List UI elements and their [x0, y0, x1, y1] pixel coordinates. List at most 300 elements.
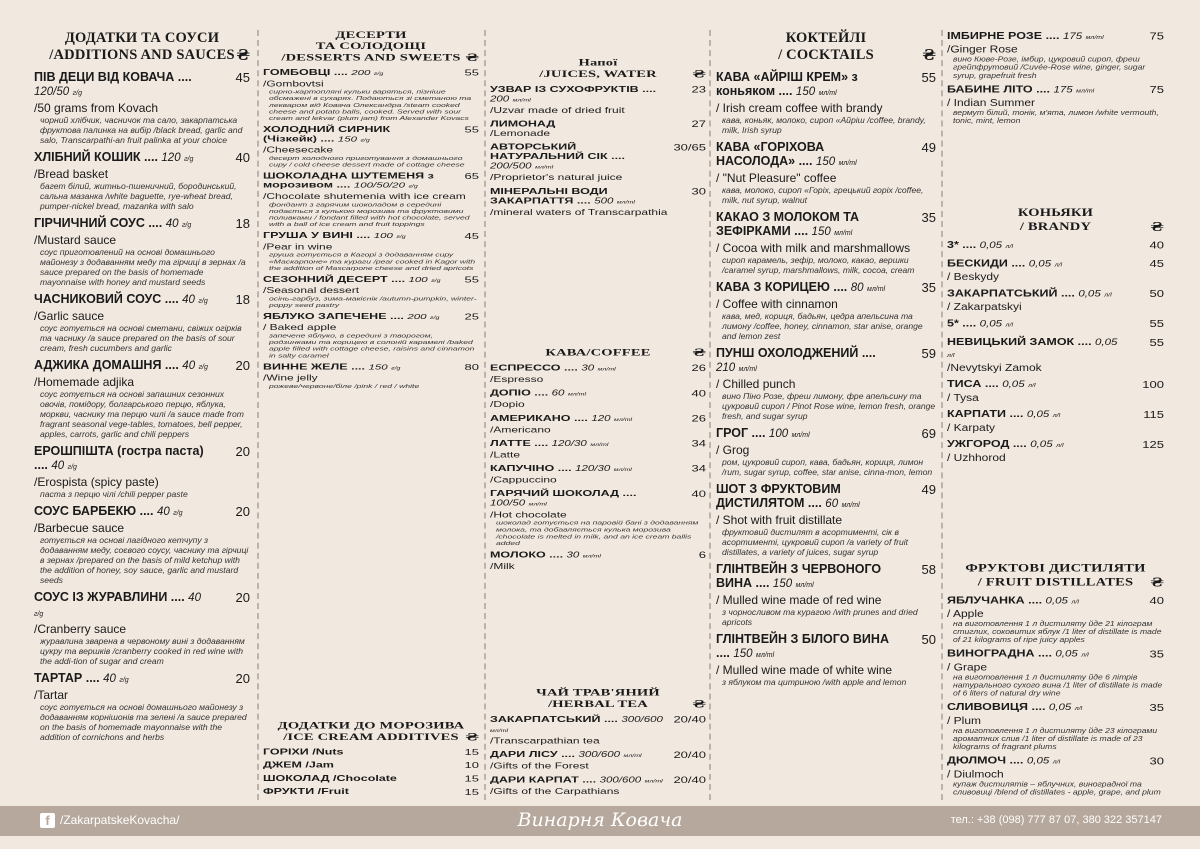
item-price: 35 — [921, 280, 936, 295]
item-english-name: /Proprietor's natural juice — [490, 172, 623, 183]
item-name-text: 3* — [947, 238, 959, 251]
section-title-line: ДОДАТКИ ТА СОУСИ — [64, 30, 220, 46]
item-unit: л/l — [947, 353, 955, 359]
item-name-text: ТИСА — [947, 378, 982, 390]
item-price: 30 — [1149, 754, 1164, 767]
item-unit: г/g — [181, 222, 192, 229]
item-name-text: ШОКОЛАД /Chocolate — [263, 773, 397, 783]
menu-section — [490, 347, 706, 571]
item-english-name: /Chocolate shutemenia with ice cream — [263, 191, 466, 201]
item-price: 69 — [921, 426, 936, 441]
item-english-name: /Gombovtsi — [263, 79, 324, 89]
item-name-text: УЖГОРОД — [947, 438, 1010, 450]
item-name-text: ГАРЯЧИЙ ШОКОЛАД — [490, 488, 620, 499]
item-name: ДАРИ ЛІСУ .... 300/600 мл/ml — [490, 749, 642, 760]
item-unit: л/l — [1054, 262, 1063, 269]
item-name: БЕСКИДИ .... 0,05 л/l — [947, 257, 1063, 269]
hryvnia-icon: ₴ — [692, 346, 706, 359]
item-name-text: ХОЛОДНИЙ СИРНИК (Чізкейк) — [263, 124, 391, 144]
item-english-name: / Apple — [947, 608, 984, 620]
item-unit: мл/ml — [613, 467, 632, 473]
hryvnia-icon: ₴ — [692, 698, 706, 711]
item-unit: мл/ml — [867, 286, 886, 293]
item-name: КАВА «АЙРІШ КРЕМ» з коньяком .... 150 мл/ml — [716, 70, 858, 98]
item-quantity: 150 — [368, 363, 388, 372]
item-quantity: 150 — [772, 578, 793, 590]
menu-section — [947, 30, 1164, 125]
menu-item — [490, 775, 706, 796]
item-name-text: ІМБИРНЕ РОЗЕ — [947, 30, 1043, 42]
hryvnia-icon: ₴ — [236, 46, 250, 64]
item-name: ЛАТТЕ .... 120/30 мл/ml — [490, 438, 609, 448]
item-name-text: МІНЕРАЛЬНІ ВОДИ ЗАКАРПАТТЯ — [490, 186, 608, 206]
item-quantity: 100/50 — [490, 499, 526, 508]
item-price: 55 — [464, 124, 479, 135]
item-quantity: 0,05 — [1030, 439, 1053, 450]
item-description: фондант з гарячим шоколадом в середині подається з кулькою морозива та фруктовими поливками / fondant filled with hot chocolate, served with a ball of ice cream and fruit toppings — [269, 200, 470, 228]
item-name: СЕЗОННИЙ ДЕСЕРТ .... 100 г/g — [263, 274, 441, 284]
item-quantity: 200 — [407, 312, 427, 321]
item-english-name: / Coffee with cinnamon — [716, 297, 838, 311]
column-divider — [484, 30, 486, 800]
item-description: ром, цукровий сироп, кава, бадьян, кориця, лимон /rum, sugar syrup, coffee, star anise, cinna-mon, lemon — [722, 457, 933, 477]
item-price: 27 — [691, 119, 706, 130]
item-name: ШОТ З ФРУКТОВИМ ДИСТИЛЯТОМ .... 60 мл/ml — [716, 482, 860, 510]
item-name: МІНЕРАЛЬНІ ВОДИ ЗАКАРПАТТЯ .... 500 мл/ml — [490, 186, 635, 206]
item-unit: мл/ml — [838, 160, 857, 167]
item-price: 40 — [235, 150, 250, 165]
menu-item — [947, 258, 1164, 283]
item-description: рожеве/червоне/біле /pink / red / white — [269, 382, 420, 390]
item-price: 35 — [1149, 647, 1164, 660]
item-description: журавлина зварена в червоному вині з додаванням цукру та вершків /cranberry cooked in red wine with the addi-tion of sugar and cream — [40, 636, 245, 666]
item-quantity: 120 — [591, 414, 611, 423]
item-name-text: ДЮЛМОЧ — [947, 754, 1007, 767]
item-description: кава, мед, кориця, бадьян, цедра апельсина та лимону /coffee, honey, cinnamon, star anise, orange and lemon zest — [722, 311, 923, 341]
item-name-text: ГОРІХИ /Nuts — [263, 747, 344, 757]
item-english-name: / Karpaty — [947, 421, 996, 434]
menu-column-4 — [716, 30, 936, 692]
footer-bar — [0, 806, 1200, 836]
item-price: 40 — [1149, 238, 1164, 252]
item-unit: л/l — [1005, 243, 1013, 250]
item-name: ГАРЯЧИЙ ШОКОЛАД .... 100/50 мл/ml — [490, 488, 637, 508]
menu-item — [490, 438, 706, 459]
item-english-name: /Hot chocolate — [490, 509, 567, 520]
item-english-name: /mineral waters of Transcarpathia — [490, 207, 668, 217]
item-price: 125 — [1142, 438, 1164, 451]
item-english-name: / Mulled wine made of white wine — [716, 663, 893, 677]
item-name: АМЕРИКАНО .... 120 мл/ml — [490, 413, 633, 423]
menu-item — [490, 84, 706, 115]
item-name: 5* .... 0,05 л/l — [947, 317, 1013, 329]
item-description: вино Кюве-Розе, імбир, цукровий сироп, фреш грейпфрутовий /Cuvée-Rose wine, ginger, sugar syrup, grapefruit fresh — [953, 55, 1146, 80]
column-divider — [709, 30, 711, 800]
item-unit: мл/ml — [528, 502, 547, 508]
item-quantity: 150 — [733, 648, 753, 660]
item-unit: г/g — [119, 677, 129, 684]
item-name-text: ЕСПРЕССО — [490, 363, 561, 373]
menu-item — [947, 408, 1164, 433]
item-name: ПІВ ДЕЦИ ВІД КОВАЧА .... 120/50 г/g — [34, 70, 192, 98]
item-unit: г/g — [184, 156, 194, 163]
menu-item — [716, 632, 936, 687]
item-quantity: 0,05 — [979, 240, 1003, 251]
item-unit: л/l — [1104, 292, 1112, 299]
menu-item — [34, 70, 250, 145]
item-english-name: /Homemade adjika — [34, 375, 135, 389]
item-name-text: БЕСКИДИ — [947, 257, 1008, 269]
item-description: вермут білий, тонік, м'ята, лимон /white vermouth, tonic, mint, lemon — [953, 108, 1159, 125]
item-price: 55 — [921, 70, 936, 85]
item-unit: г/g — [408, 184, 418, 190]
item-name: ШОКОЛАДНА ШУТЕМЕНЯ з морозивом .... 100/50/20 г/g — [263, 171, 434, 190]
item-english-name: / Indian Summer — [947, 97, 1036, 109]
item-english-name: / Beskydy — [947, 271, 1000, 283]
hryvnia-icon: ₴ — [1150, 574, 1164, 590]
item-english-name: /Cappuccino — [490, 475, 557, 485]
item-unit: мл/ml — [791, 432, 810, 439]
menu-item — [34, 671, 250, 742]
menu-item — [716, 426, 936, 477]
item-unit: мл/ml — [1085, 34, 1104, 41]
item-unit: мл/ml — [1076, 88, 1095, 94]
item-name: ЕРОШПІШТА (гостра паста) .... 40 г/g — [34, 444, 204, 472]
item-name-text: КАКАО З МОЛОКОМ ТА ЗЕФІРКАМИ — [716, 210, 860, 238]
item-unit: г/g — [198, 364, 208, 371]
item-description: осінь-гарбуз, зима-макієнік /autumn-pumpkin, winter-poppy seed pastry — [269, 295, 477, 309]
item-name-text: ЯБЛУЧАНКА — [947, 594, 1025, 606]
item-unit: мл/ml — [490, 728, 509, 734]
item-quantity: 120/50 — [34, 86, 70, 98]
item-price: 20 — [235, 358, 250, 373]
item-quantity: 0,05 — [1055, 649, 1078, 660]
section-title — [947, 207, 1164, 235]
menu-item — [490, 186, 706, 217]
item-quantity: 200 — [351, 69, 371, 78]
item-name: АДЖИКА ДОМАШНЯ .... 40 г/g — [34, 358, 208, 372]
item-description: чорний хлібчик, часничок та сало, закарпатська фруктова палинка на вибір /black bread, garlic and salo, Transcarpathi-an fruit palinka at your choice — [40, 115, 243, 145]
item-english-name: /Tartar — [34, 688, 69, 702]
menu-item — [263, 774, 479, 783]
menu-column-2 — [263, 30, 479, 800]
menu-item — [716, 210, 936, 275]
section-title-line: ТА СОЛОДОЩІ — [315, 41, 427, 52]
menu-section — [263, 30, 479, 389]
section-title-line: /ICE CREAM ADDITIVES — [283, 731, 459, 743]
menu-item — [947, 438, 1164, 463]
item-name-text: АВТОРСЬКИЙ НАТУРАЛЬНИЙ СІК — [490, 142, 608, 162]
menu-item — [263, 760, 479, 769]
item-price: 18 — [235, 216, 250, 231]
brand-name: Винарня Ковача — [517, 809, 683, 831]
menu-item — [716, 346, 936, 421]
menu-item — [947, 317, 1164, 331]
item-description: груша готується в Кагорі з додаванням сиру «Маскарпоне» та кураги /pear cooked in Kagor with the addition of Mascarpone cheese and dried apricots — [269, 251, 476, 272]
item-name: АВТОРСЬКИЙ НАТУРАЛЬНИЙ СІК .... 200/500 мл/ml — [490, 142, 625, 171]
item-name: КАПУЧІНО .... 120/30 мл/ml — [490, 463, 632, 474]
item-quantity: 175 — [1062, 31, 1083, 42]
hryvnia-icon: ₴ — [465, 51, 479, 64]
menu-item — [947, 83, 1164, 124]
item-unit: л/l — [1005, 322, 1013, 328]
item-name: СЛИВОВИЦЯ .... 0,05 л/l — [947, 701, 1083, 713]
item-quantity: 0,05 — [1045, 595, 1068, 606]
menu-item — [34, 358, 250, 439]
item-name: ЗАКАРПАТСЬКИЙ .... 300/600 мл/ml — [490, 714, 663, 734]
item-price: 80 — [464, 362, 479, 372]
item-name: ЕСПРЕССО .... 30 мл/ml — [490, 363, 616, 373]
item-price: 40 — [691, 388, 706, 399]
item-name-text: ГЛІНТВЕЙН З БІЛОГО ВИНА — [716, 632, 889, 646]
item-english-name: / Grape — [947, 661, 988, 673]
menu-item — [263, 231, 479, 271]
item-name: КАВА З КОРИЦЕЮ .... 80 мл/ml — [716, 280, 886, 294]
item-name-text: АДЖИКА ДОМАШНЯ — [34, 358, 162, 372]
item-description: соус приготовлений на основі домашнього майонезу з додаванням меду та гірчиці в зернах /a sauce prepared on the basis of homemade mayonnaise with honey and mustard seeds — [40, 247, 246, 287]
item-unit: мл/ml — [597, 367, 616, 372]
item-quantity: 100 — [408, 275, 428, 284]
item-english-name: / Tysa — [947, 391, 979, 404]
menu-item — [263, 125, 479, 168]
item-name-text: ЗАКАРПАТСЬКИЙ — [947, 287, 1058, 299]
item-quantity: 120/30 — [551, 439, 587, 448]
item-name-text: ТАРТАР — [34, 671, 83, 685]
item-unit: мл/ml — [834, 230, 853, 237]
hryvnia-icon: ₴ — [465, 731, 479, 744]
item-quantity: 120 — [161, 152, 181, 164]
item-quantity: 40 — [51, 460, 65, 472]
item-price: 49 — [921, 140, 936, 155]
item-english-name: / Irish cream coffee with brandy — [716, 101, 883, 115]
item-name-text: ФРУКТИ /Fruit — [263, 786, 349, 797]
item-name-text: ПІВ ДЕЦИ ВІД КОВАЧА — [34, 70, 175, 84]
item-name: ГЛІНТВЕЙН З ЧЕРВОНОГО ВИНА .... 150 мл/ml — [716, 562, 882, 590]
item-quantity: 0,05 — [1078, 289, 1101, 299]
item-price: 25 — [464, 311, 479, 322]
item-unit: мл/ml — [818, 90, 837, 97]
item-quantity: 30 — [581, 364, 595, 373]
item-quantity: 200 — [490, 95, 510, 104]
item-quantity: 100/50/20 — [353, 181, 405, 190]
item-english-name: / Baked apple — [263, 322, 337, 333]
item-name-text: КАВА З КОРИЦЕЮ — [716, 280, 830, 294]
item-quantity: 30 — [566, 551, 580, 560]
section-title — [490, 687, 706, 710]
item-name — [263, 787, 479, 796]
item-price: 18 — [235, 292, 250, 307]
item-quantity: 0,05 — [1095, 337, 1118, 348]
item-name-text: ГРУША У ВИНІ — [263, 230, 353, 241]
item-unit: л/l — [1052, 759, 1061, 766]
menu-item — [34, 292, 250, 353]
section-title-line: Напої — [578, 57, 618, 69]
item-quantity: 175 — [1053, 85, 1073, 95]
item-price: 15 — [464, 786, 479, 797]
item-quantity: 100 — [768, 428, 789, 440]
menu-item — [34, 590, 250, 666]
item-name-text: СЛИВОВИЦЯ — [947, 701, 1029, 713]
item-price: 20 — [235, 504, 250, 519]
section-title-line: /DESSERTS AND SWEETS — [281, 52, 461, 64]
menu-item — [490, 489, 706, 547]
item-unit: г/g — [360, 138, 370, 143]
menu-item — [490, 388, 706, 409]
item-name: ДАРИ КАРПАТ .... 300/600 мл/ml — [490, 774, 663, 785]
item-english-name: /Transcarpathian tea — [490, 736, 600, 746]
facebook-icon[interactable]: f — [40, 813, 55, 828]
item-english-name: /Bread basket — [34, 167, 109, 181]
item-price: 15 — [464, 773, 479, 784]
item-name-text: УЗВАР ІЗ СУХОФРУКТІВ — [490, 84, 639, 94]
item-description: купаж дистилятів – яблучних, виноградної та сливовиці /blend of distillates - apple, grape, and plum — [953, 779, 1161, 796]
item-quantity: 0,05 — [1002, 379, 1025, 390]
item-price: 49 — [921, 482, 936, 497]
item-price: 34 — [691, 438, 706, 449]
item-english-name: /Cheesecake — [263, 145, 334, 155]
menu-item — [34, 150, 250, 211]
item-unit: г/g — [430, 315, 440, 321]
item-price: 55 — [464, 274, 479, 285]
item-description: з чорносливом та курагою /with prunes and dried apricots — [722, 607, 918, 627]
section-title-line: ДЕСЕРТИ — [335, 30, 407, 41]
item-english-name: /Gifts of the Forest — [490, 761, 589, 771]
menu-item — [716, 280, 936, 341]
item-unit: л/l — [1074, 706, 1083, 712]
item-english-name: / "Nut Pleasure" coffee — [716, 171, 837, 185]
item-name: ВИНОГРАДНА .... 0,05 л/l — [947, 647, 1089, 660]
item-quantity: 60 — [825, 498, 839, 510]
item-quantity: 150 — [795, 86, 816, 98]
menu-item — [490, 714, 706, 745]
item-name: ЯБЛУЧАНКА .... 0,05 л/l — [947, 594, 1079, 606]
item-quantity: 500 — [594, 197, 614, 206]
item-name: ТИСА .... 0,05 л/l — [947, 378, 1036, 390]
item-name-text: ДАРИ ЛІСУ — [490, 749, 558, 760]
item-price: 50 — [1149, 287, 1164, 300]
item-name-text: КАВА «АЙРІШ КРЕМ» з коньяком — [716, 70, 858, 98]
item-name-text: КАВА «ГОРІХОВА НАСОЛОДА» — [716, 140, 825, 168]
item-description: соус готується на основі сметани, свіжих огірків та часнику /a sauce prepared on the basis of sour cream, fresh cucumbers and garlic — [40, 323, 242, 353]
item-price: 26 — [691, 413, 706, 424]
item-description: сироп карамель, зефір, молоко, какао, вершки /caramel syrup, marshmallows, milk, cocoa, cream — [722, 255, 915, 275]
item-english-name: /Wine jelly — [263, 373, 318, 383]
item-price: 55 — [464, 67, 479, 78]
item-price: 35 — [1149, 701, 1164, 714]
item-unit: л/l — [1081, 652, 1089, 659]
item-description: десерт холодного приготування з домашнього сиру / cold cheese dessert made of cottage cheese — [269, 154, 465, 168]
item-quantity: 210 — [716, 362, 736, 374]
item-name-text: АМЕРИКАНО — [490, 413, 571, 423]
item-unit: л/l — [1056, 442, 1064, 449]
section-title-line: КОКТЕЙЛІ — [785, 30, 867, 46]
item-price: 65 — [464, 171, 479, 182]
item-price: 50 — [921, 632, 936, 647]
menu-item — [716, 140, 936, 205]
item-name: ЗАКАРПАТСЬКИЙ .... 0,05 л/l — [947, 287, 1112, 299]
item-english-name: / Chilled punch — [716, 377, 796, 391]
item-description: шоколад готується на паровій бані з додаванням молока, та добавляється кулька морозива /chocolate is melted in milk, and an ice cream ballis added — [496, 519, 699, 547]
item-name: СОУС БАРБЕКЮ .... 40 г/g — [34, 504, 183, 518]
menu-item — [947, 287, 1164, 312]
item-name-text: ХЛІБНИЙ КОШИК — [34, 150, 141, 164]
facebook-link[interactable]: /ZakarpatskeKovacha/ — [60, 813, 180, 827]
item-price: 26 — [691, 363, 706, 374]
item-name: КАВА «ГОРІХОВА НАСОЛОДА» .... 150 мл/ml — [716, 140, 857, 168]
item-quantity: 40 — [103, 673, 116, 685]
menu-item — [263, 362, 479, 389]
menu-item — [947, 755, 1164, 796]
item-price: 75 — [1149, 83, 1164, 96]
hryvnia-icon: ₴ — [922, 46, 936, 64]
item-english-name: / Plum — [947, 715, 982, 727]
item-name-text: ЗАКАРПАТСЬКИЙ — [490, 714, 601, 724]
item-price: 10 — [464, 760, 479, 771]
menu-item — [716, 70, 936, 135]
item-description: багет білий, житньо-пшеничний, бородинський, сальна мазанка /white baguette, rye-wheat bread, pumper-nickel bread, mazanka with salo — [40, 181, 237, 211]
menu-item — [947, 30, 1164, 79]
item-quantity: 150 — [815, 156, 836, 168]
menu-section — [34, 30, 250, 742]
item-name: ХЛІБНИЙ КОШИК .... 120 г/g — [34, 150, 194, 164]
item-quantity: 200/500 — [490, 162, 532, 171]
hryvnia-icon: ₴ — [1150, 219, 1164, 235]
item-name-text: ГОМБОВЦІ — [263, 67, 331, 78]
item-description: кава, молоко, сироп «Горіх, грецький горіх /coffee, milk, nut syrup, walnut — [722, 185, 924, 205]
item-name-text: КАРПАТИ — [947, 408, 1007, 420]
item-price: 55 — [1149, 336, 1164, 349]
phone-number: тел.: +38 (098) 777 87 07, 380 322 357147 — [950, 814, 1162, 826]
menu-section — [263, 721, 479, 797]
item-price: 20 — [235, 590, 250, 605]
menu-item — [263, 747, 479, 756]
item-unit: мл/ml — [512, 97, 531, 103]
item-description: з яблуком та цитриною /with apple and lemon — [722, 677, 907, 687]
item-description: запечене яблуко, в середині з творогом, родзинками та корицею в солоній карамелі /baked apple filled with cottage cheese, raisins and cinnamon in salty caramel — [269, 332, 475, 359]
item-english-name: /Americano — [490, 424, 551, 435]
item-name: БАБИНЕ ЛІТО .... 175 мл/ml — [947, 83, 1095, 95]
menu-column-1 — [34, 30, 250, 747]
item-unit: г/g — [198, 298, 208, 305]
item-description: вино Піно Розе, фреш лимону, фре апельсину та цукровий сироп / Pinot Rose wine, lemon fresh, orange fresh, and sugar syrup — [722, 391, 936, 421]
section-title-line: КАВА/COFFEE — [545, 347, 651, 359]
menu-section — [947, 562, 1164, 796]
section-title — [490, 57, 706, 80]
item-english-name: /Nevytskyi Zamok — [947, 361, 1042, 374]
item-price: 30/65 — [673, 142, 706, 153]
item-quantity: 150 — [811, 226, 831, 238]
item-price: 6 — [698, 549, 706, 561]
item-name-text: ШОТ З ФРУКТОВИМ ДИСТИЛЯТОМ — [716, 482, 841, 510]
section-title — [263, 30, 479, 64]
item-name: ДОПІО .... 60 мл/ml — [490, 388, 587, 398]
item-description: соус готується на основі запашних сезонних овочів, помідору, болгарського перцю, яблука, моркви, часнику та перцю чилі /a sauce made from fragrant seasonal vege-tables, tomatoes, bell pepper, apples, carrots, garlic and chili peppers — [40, 389, 244, 439]
item-price: 20/40 — [673, 749, 706, 760]
item-price: 40 — [1149, 594, 1164, 607]
section-title-line: ФРУКТОВІ ДИСТИЛЯТИ — [965, 561, 1146, 575]
item-price: 58 — [921, 562, 936, 577]
item-unit: г/g — [373, 71, 384, 77]
section-title-line: /JUICES, WATER — [539, 68, 657, 80]
item-unit: г/g — [391, 365, 401, 371]
item-name-text: ВИННЕ ЖЕЛЕ — [263, 362, 348, 372]
menu-item — [263, 787, 479, 796]
item-quantity: 40 — [182, 360, 196, 372]
item-english-name: / Diulmoch — [947, 768, 1004, 780]
item-description: на виготовлення 1 л дистиляту йде 6 літрів натурального сухого вина /1 liter of distillate is made of 6 liters of natural dry wine — [953, 672, 1163, 698]
menu-item — [947, 701, 1164, 750]
item-name-text: СОУС ІЗ ЖУРАВЛИНИ — [34, 590, 168, 604]
